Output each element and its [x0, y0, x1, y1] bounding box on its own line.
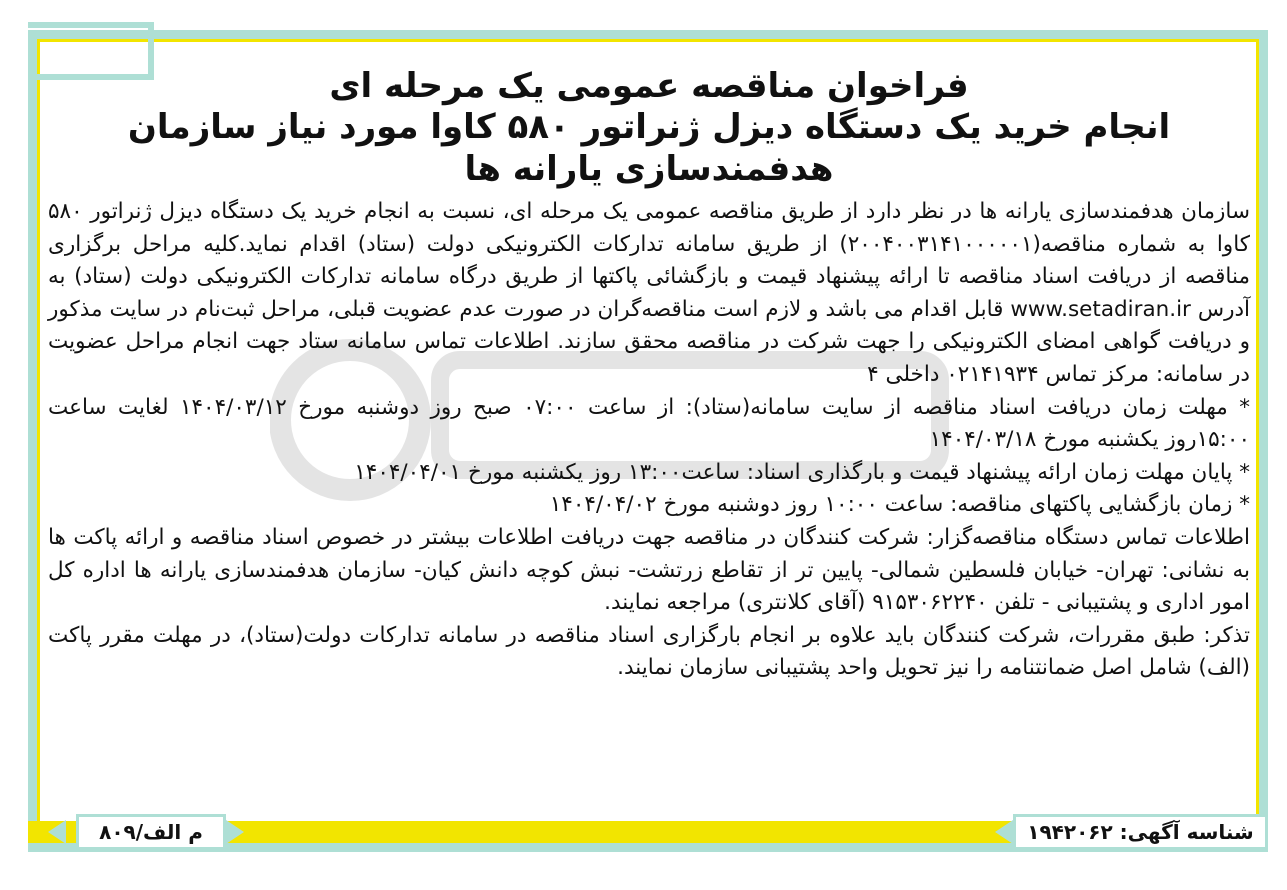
notice-content — [44, 60, 1254, 810]
footer-arrow-right — [226, 820, 244, 844]
notice-subject: انجام خرید یک دستگاه دیزل ژنراتور ۵۸۰ کاوا مورد نیاز سازمان هدفمندسازی یارانه ها — [127, 107, 1171, 189]
notice-footer — [28, 812, 1268, 852]
footer-arrow-mid — [995, 820, 1013, 844]
paragraph-note: تذکر: طبق مقررات، شرکت کنندگان باید علاوه بر انجام بارگزاری اسناد مناقصه در سامانه تدارکات دولت(ستاد)، در مهلت مقرر پاکت (الف) شامل اصل ضمانتنامه را نیز تحویل واحد پشتیبانی سازمان نمایند. — [48, 622, 1250, 681]
paragraph-bid-deadline: * پایان مهلت زمان ارائه پیشنهاد قیمت و بارگذاری اسناد: ساعت۱۳:۰۰ روز یکشنبه مورخ ۱۴۰۴/۰۴/۰۱ — [354, 459, 1250, 485]
footer-arrow-left — [48, 820, 66, 844]
paragraph-intro: سازمان هدفمندسازی یارانه ها در نظر دارد از طریق مناقصه عمومی یک مرحله ای، نسبت به انجام خرید یک دستگاه دیزل ژنراتور ۵۸۰ کاوا به شماره مناقصه(۲۰۰۴۰۰۳۱۴۱۰۰۰۰۰۱) از طریق سامانه تدارکات الکترونیکی دولت (ستاد) اقدام نماید.کلیه مراحل برگزاری مناقصه از دریافت اسناد مناقصه تا ارائه پیشنهاد قیمت و بازگشائی پاکتها از طریق درگاه سامانه تدارکات الکترونیکی دولت (ستاد) به آدرس www.setadiran.ir قابل اقدام می باشد و لازم است مناقصه‌گران در صورت عدم عضویت قبلی، مراحل ثبت‌نام در سایت مذکور و دریافت گواهی امضای الکترونیکی را جهت شرکت در مناقصه محقق سازند. اطلاعات تماس سامانه ستاد جهت انجام مراحل عضویت در سامانه: مرکز تماس ۰۲۱۴۱۹۳۴ داخلی ۴ — [48, 199, 1251, 387]
paragraph-opening-time: * زمان بازگشایی پاکتهای مناقصه: ساعت ۱۰:۰۰ روز دوشنبه مورخ ۱۴۰۴/۰۴/۰۲ — [549, 492, 1250, 518]
notice-title: فراخوان مناقصه عمومی یک مرحله ای — [329, 66, 969, 106]
paragraph-doc-deadline: * مهلت زمان دریافت اسناد مناقصه از سایت سامانه(ستاد): از ساعت ۰۷:۰۰ صبح روز دوشنبه مورخ ۱۴۰۴/۰۳/۱۲ لغایت ساعت ۱۵:۰۰روز یکشنبه مورخ ۱۴۰۴/۰۳/۱۸ — [48, 394, 1250, 453]
ad-id: شناسه آگهی: ۱۹۴۲۰۶۲ — [1013, 814, 1268, 850]
paragraph-contact: اطلاعات تماس دستگاه مناقصه‌گزار: شرکت کنندگان در مناقصه جهت دریافت اطلاعات بیشتر در خصوص اسناد مناقصه و ارائه پاکت ها به نشانی: تهران- خیابان فلسطین شمالی- پایین تر از تقاطع زرتشت- نبش کوچه دانش کیان- سازمان هدفمندسازی یارانه ها اداره کل امور اداری و پشتیبانی - تلفن ۹۱۵۳۰۶۲۲۴۰ (آقای کلانتری) مراجعه نمایند. — [48, 524, 1250, 616]
ad-code: م الف/۸۰۹ — [76, 814, 226, 850]
notice-body — [44, 196, 1254, 685]
